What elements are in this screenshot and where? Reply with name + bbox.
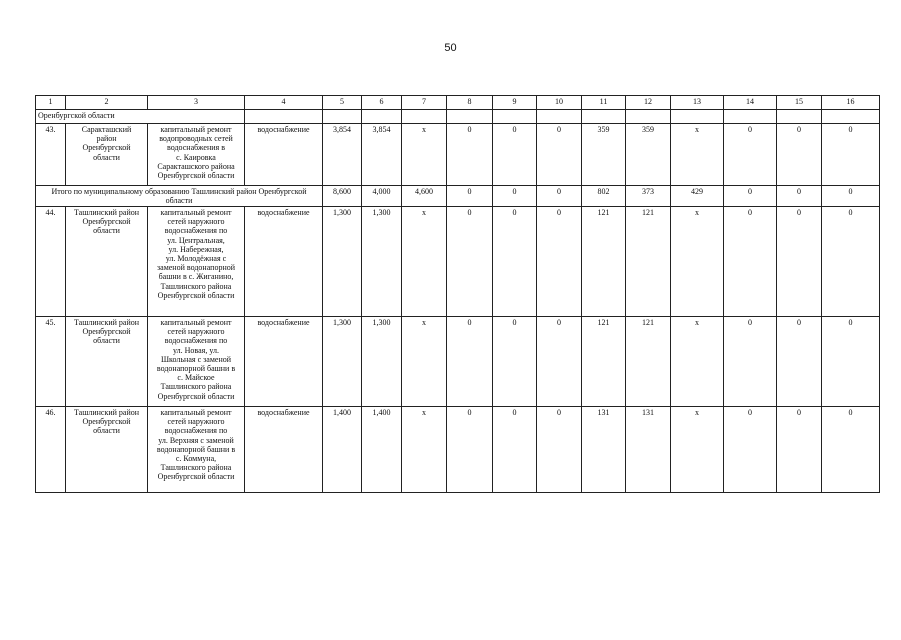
value-cell: 0	[777, 317, 822, 407]
value-cell: 359	[582, 124, 626, 186]
value-cell: 0	[537, 407, 582, 493]
total-label: Итого по муниципальному образованию Ташлинский район Оренбургской области	[36, 186, 323, 207]
column-number: 15	[777, 96, 822, 110]
district-cell: Ташлинский район Оренбургской области	[66, 317, 148, 407]
district-cell: Ташлинский район Оренбургской области	[66, 207, 148, 317]
value-cell: 121	[626, 207, 671, 317]
value-cell: 0	[537, 207, 582, 317]
column-number: 11	[582, 96, 626, 110]
description-cell: капитальный ремонт сетей наружного водоснабжения по ул. Верхняя с заменой водонапорной башни в с. Коммуна, Ташлинского района Оренбургской области	[148, 407, 245, 493]
value-cell: 0	[447, 124, 493, 186]
value-cell: x	[671, 407, 724, 493]
column-number: 14	[724, 96, 777, 110]
value-cell: 121	[582, 207, 626, 317]
value-cell: x	[402, 407, 447, 493]
total-value: 0	[822, 186, 880, 207]
value-cell: 0	[447, 317, 493, 407]
table-row	[36, 124, 880, 186]
row-number: 43.	[36, 124, 66, 186]
value-cell: 0	[724, 407, 777, 493]
column-number: 10	[537, 96, 582, 110]
column-number: 1	[36, 96, 66, 110]
value-cell: 0	[724, 317, 777, 407]
program-table	[35, 95, 880, 493]
column-number: 9	[493, 96, 537, 110]
value-cell: 0	[777, 124, 822, 186]
column-number: 5	[323, 96, 362, 110]
value-cell: x	[671, 124, 724, 186]
value-cell: 0	[724, 124, 777, 186]
value-cell: 0	[493, 124, 537, 186]
value-cell: 0	[493, 207, 537, 317]
district-cell: Ташлинский район Оренбургской области	[66, 407, 148, 493]
row-number: 45.	[36, 317, 66, 407]
row-number: 46.	[36, 407, 66, 493]
value-cell: 1,300	[323, 317, 362, 407]
column-number: 8	[447, 96, 493, 110]
value-cell: 0	[537, 317, 582, 407]
value-cell: 1,300	[323, 207, 362, 317]
value-cell: 0	[822, 317, 880, 407]
total-value: 802	[582, 186, 626, 207]
total-value: 4,600	[402, 186, 447, 207]
column-number: 4	[245, 96, 323, 110]
type-cell: водоснабжение	[245, 407, 323, 493]
value-cell: 3,854	[362, 124, 402, 186]
value-cell: x	[402, 207, 447, 317]
value-cell: x	[402, 124, 447, 186]
column-number-row	[36, 96, 880, 110]
column-number: 12	[626, 96, 671, 110]
value-cell: 0	[777, 407, 822, 493]
value-cell: 359	[626, 124, 671, 186]
value-cell: 0	[447, 407, 493, 493]
value-cell: 1,400	[362, 407, 402, 493]
value-cell: 1,300	[362, 317, 402, 407]
total-value: 0	[447, 186, 493, 207]
column-number: 13	[671, 96, 724, 110]
column-number: 7	[402, 96, 447, 110]
total-value: 0	[777, 186, 822, 207]
value-cell: x	[671, 317, 724, 407]
column-number: 2	[66, 96, 148, 110]
value-cell: 0	[493, 407, 537, 493]
type-cell: водоснабжение	[245, 317, 323, 407]
description-cell: капитальный ремонт сетей наружного водоснабжения по ул. Новая, ул. Школьная с заменой водонапорной башни в с. Майское Ташлинского района Оренбургской области	[148, 317, 245, 407]
total-value: 4,000	[362, 186, 402, 207]
value-cell: 1,300	[362, 207, 402, 317]
total-value: 8,600	[323, 186, 362, 207]
description-cell: капитальный ремонт водопроводных сетей водоснабжения в с. Каировка Саракташского района Оренбургской области	[148, 124, 245, 186]
value-cell: 0	[537, 124, 582, 186]
value-cell: 0	[724, 207, 777, 317]
table-row	[36, 317, 880, 407]
value-cell: 0	[447, 207, 493, 317]
total-row	[36, 186, 880, 207]
column-number: 6	[362, 96, 402, 110]
column-number: 16	[822, 96, 880, 110]
total-value: 429	[671, 186, 724, 207]
value-cell: x	[671, 207, 724, 317]
row-number: 44.	[36, 207, 66, 317]
value-cell: 131	[626, 407, 671, 493]
district-cell: Саракташский район Оренбургской области	[66, 124, 148, 186]
value-cell: 0	[493, 317, 537, 407]
total-value: 373	[626, 186, 671, 207]
type-cell: водоснабжение	[245, 207, 323, 317]
value-cell: 1,400	[323, 407, 362, 493]
region-label: Оренбургской области	[36, 110, 245, 124]
total-value: 0	[537, 186, 582, 207]
description-cell: капитальный ремонт сетей наружного водоснабжения по ул. Центральная, ул. Набережная, ул. Молодёжная с заменой водонапорной башни в с. Жиганино, Ташлинского района Оренбургской области	[148, 207, 245, 317]
page-number: 50	[444, 42, 457, 54]
value-cell: 0	[777, 207, 822, 317]
total-value: 0	[724, 186, 777, 207]
value-cell: x	[402, 317, 447, 407]
column-number: 3	[148, 96, 245, 110]
region-row	[36, 110, 880, 124]
type-cell: водоснабжение	[245, 124, 323, 186]
total-value: 0	[493, 186, 537, 207]
value-cell: 3,854	[323, 124, 362, 186]
value-cell: 121	[626, 317, 671, 407]
value-cell: 131	[582, 407, 626, 493]
table-row	[36, 207, 880, 317]
value-cell: 0	[822, 124, 880, 186]
value-cell: 0	[822, 207, 880, 317]
table-row	[36, 407, 880, 493]
value-cell: 121	[582, 317, 626, 407]
value-cell: 0	[822, 407, 880, 493]
